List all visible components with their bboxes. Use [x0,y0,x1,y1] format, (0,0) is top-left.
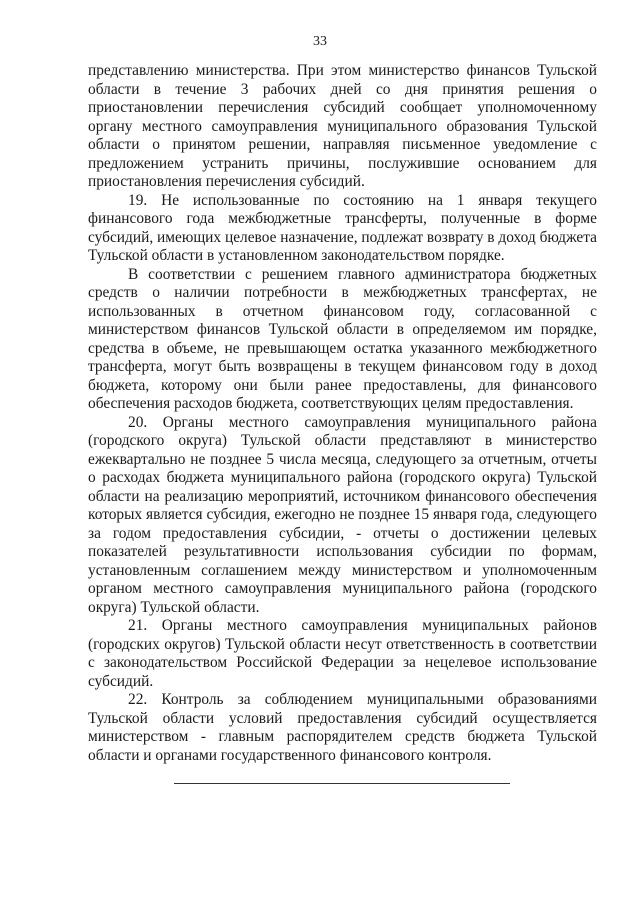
paragraph-19: 19. Не использованные по состоянию на 1 января текущего финансового года межбюджетные трансферты, полученные в форме субсидий, имеющих целевое назначение, подлежат возврату в доход бюджета Тульской области в установленном законодательством порядке. [88,191,597,264]
paragraph-21: 21. Органы местного самоуправления муниципальных районов (городских округов) Тульской области несут ответственность в соответствии с законодательством Российской Федерации за нецелевое использование субсидий. [88,617,597,690]
page-number: 33 [313,34,327,49]
document-body [88,62,597,765]
paragraph-20: 20. Органы местного самоуправления муниципального района (городского округа) Тульской области представляют в министерство ежеквартально не позднее 5 числа месяца, следующего за отчетным, отчеты о расходах бюджета муниципального района (городского округа) Тульской области на реализацию мероприятий, источником финансового обеспечения которых является субсидия, ежегодно не позднее 15 января года, следующего за годом предоставления субсидии, - отчеты о достижении целевых показателей результативности использования субсидии по формам, установленным соглашением между министерством и уполномоченным органом местного самоуправления муниципального района (городского округа) Тульской области. [88,413,597,616]
end-of-document-rule [174,783,510,784]
paragraph-19-return: В соответствии с решением главного администратора бюджетных средств о наличии потребности в межбюджетных трансфертах, не использованных в отчетном финансовом году, согласованной с министерством финансов Тульской области в определяемом им порядке, средства в объеме, не превышающем остатка указанного межбюджетного трансферта, могут быть возвращены в текущем финансовом году в доход бюджета, которому они были ранее предоставлены, для финансового обеспечения расходов бюджета, соответствующих целям предоставления. [88,265,597,412]
paragraph-continuation: представлению министерства. При этом министерство финансов Тульской области в течение 3 рабочих дней со дня принятия решения о приостановлении перечисления субсидий сообщает уполномоченному органу местного самоуправления муниципального образования Тульской области о принятом решении, направляя письменное уведомление с предложением устранить причины, послужившие основанием для приостановления перечисления субсидий. [88,62,597,190]
paragraph-22: 22. Контроль за соблюдением муниципальными образованиями Тульской области условий предоставления субсидий осуществляется министерством - главным распорядителем средств бюджета Тульской области и органами государственного финансового контроля. [88,691,597,764]
